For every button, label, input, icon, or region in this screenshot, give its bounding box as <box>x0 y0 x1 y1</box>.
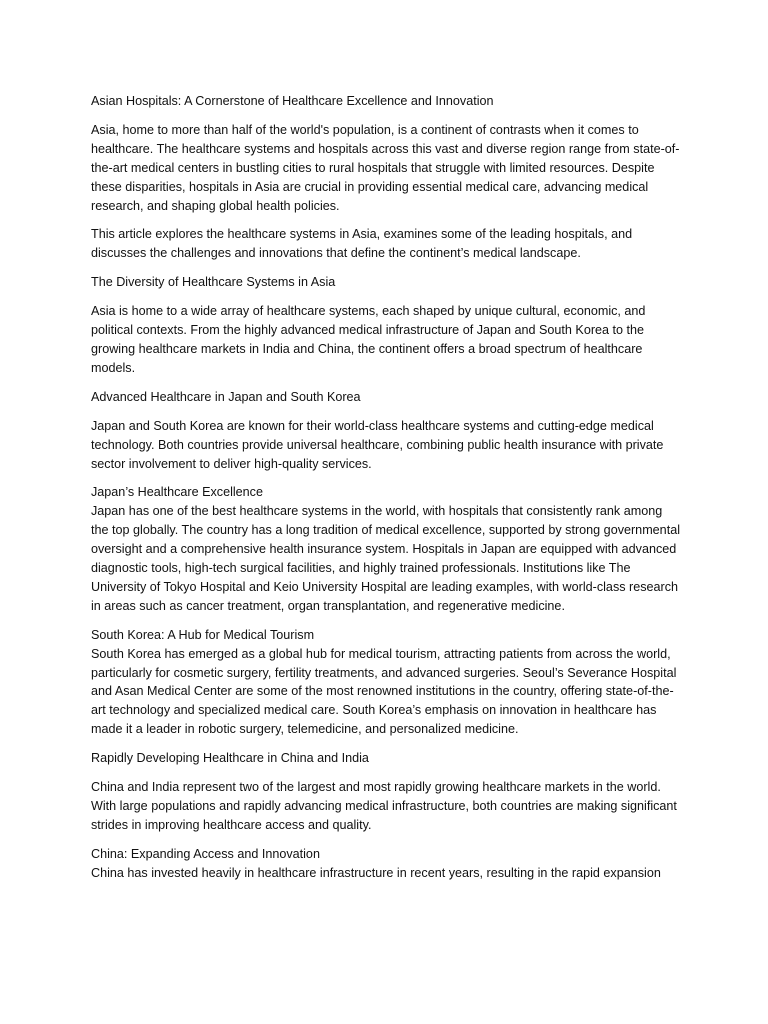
korea-heading: South Korea: A Hub for Medical Tourism <box>91 627 315 642</box>
china-section <box>91 845 683 883</box>
japan-section <box>91 483 683 615</box>
china-india-heading: Rapidly Developing Healthcare in China and India <box>91 751 369 766</box>
document-page <box>91 92 683 893</box>
advanced-paragraph: Japan and South Korea are known for their world-class healthcare systems and cutting-edge medical technology. Both countries provide universal healthcare, combining public health insurance with private sector involvement to deliver high-quality services. <box>91 418 664 471</box>
intro-paragraph-1: Asia, home to more than half of the world's population, is a continent of contrasts when it comes to healthcare. The healthcare systems and hospitals across this vast and diverse region range from state-of-the-art medical centers in bustling cities to rural hospitals that struggle with limited resources. Despite these disparities, hospitals in Asia are crucial in providing essential medical care, advancing medical research, and shaping global health policies. <box>91 122 680 213</box>
japan-heading: Japan’s Healthcare Excellence <box>91 485 263 500</box>
intro-paragraph-2: This article explores the healthcare systems in Asia, examines some of the leading hospitals, and discusses the challenges and innovations that define the continent’s medical landscape. <box>91 227 633 261</box>
diversity-heading: The Diversity of Healthcare Systems in Asia <box>91 275 336 290</box>
advanced-heading: Advanced Healthcare in Japan and South Korea <box>91 389 361 404</box>
china-india-paragraph: China and India represent two of the largest and most rapidly growing healthcare markets in the world. With large populations and rapidly advancing medical infrastructure, both countries are making significant strides in improving healthcare access and quality. <box>91 780 677 832</box>
korea-section <box>91 626 683 739</box>
korea-paragraph: South Korea has emerged as a global hub for medical tourism, attracting patients from across the world, particularly for cosmetic surgery, fertility treatments, and advanced surgeries. Seoul’s Severance Hospital and Asan Medical Center are some of the most renowned institutions in the country, offering state-of-the-art technology and specialized medical care. South Korea’s emphasis on innovation in healthcare has made it a leader in robotic surgery, telemedicine, and personalized medicine. <box>91 646 677 737</box>
china-heading: China: Expanding Access and Innovation <box>91 846 320 861</box>
china-paragraph: China has invested heavily in healthcare infrastructure in recent years, resulting in the rapid expansion <box>91 865 661 880</box>
document-title: Asian Hospitals: A Cornerstone of Healthcare Excellence and Innovation <box>91 94 494 108</box>
diversity-paragraph: Asia is home to a wide array of healthcare systems, each shaped by unique cultural, economic, and political contexts. From the highly advanced medical infrastructure of Japan and South Korea to the growing healthcare markets in India and China, the continent offers a broad spectrum of healthcare models. <box>91 304 646 375</box>
japan-paragraph: Japan has one of the best healthcare systems in the world, with hospitals that consistently rank among the top globally. The country has a long tradition of medical excellence, supported by strong governmental oversight and a comprehensive health insurance system. Hospitals in Japan are equipped with advanced diagnostic tools, high-tech surgical facilities, and highly trained professionals. Institutions like The University of Tokyo Hospital and Keio University Hospital are leading examples, with world-class research in areas such as cancer treatment, organ transplantation, and regenerative medicine. <box>91 504 680 613</box>
